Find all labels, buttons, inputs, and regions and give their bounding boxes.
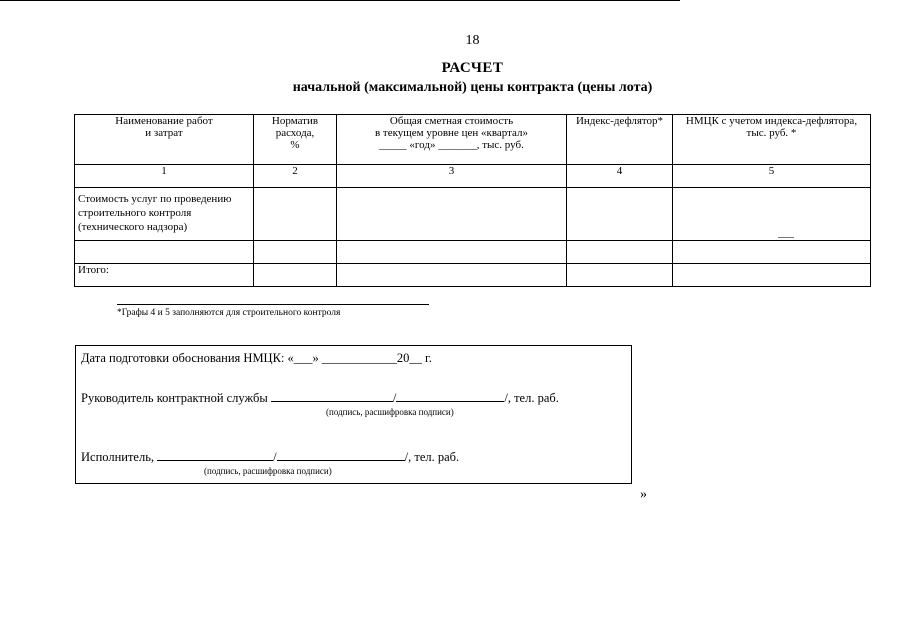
- manager-name-field[interactable]: [396, 389, 504, 402]
- closing-quote: »: [640, 487, 647, 502]
- page-subtitle: начальной (максимальной) цены контракта (цены лота): [292, 80, 653, 95]
- top-rule: [0, 0, 680, 1]
- table-cell: [337, 241, 567, 264]
- page-number: 18: [465, 33, 480, 48]
- header-cell-nmck: НМЦК с учетом индекса-дефлятора, тыс. руб. *: [673, 115, 871, 165]
- total-label-cell: Итого:: [75, 264, 254, 287]
- column-number: 1: [75, 165, 254, 188]
- table-row: [75, 241, 871, 264]
- signature-caption: (подпись, расшифровка подписи): [326, 407, 454, 417]
- table-row: [75, 188, 871, 241]
- footnote-rule: [117, 304, 429, 305]
- page-title: РАСЧЕТ: [441, 60, 504, 76]
- slash: /: [392, 391, 397, 405]
- column-number: 3: [337, 165, 567, 188]
- table-cell: [337, 188, 567, 241]
- manager-signature-field[interactable]: [271, 389, 393, 402]
- table-cell: [673, 188, 871, 241]
- table-cell: [567, 241, 673, 264]
- header-cell-cost: Общая сметная стоимость в текущем уровне цен «квартал» _____ «год» _______, тыс. руб.: [337, 115, 567, 165]
- calculation-table: [74, 114, 871, 287]
- executor-line: [81, 448, 459, 465]
- slash: /: [273, 450, 277, 464]
- tel-label: /, тел. раб.: [404, 450, 460, 464]
- header-cell-deflator: Индекс-дефлятор*: [567, 115, 673, 165]
- footnote: *Графы 4 и 5 заполняются для строительного контроля: [117, 308, 341, 318]
- table-cell: [673, 241, 871, 264]
- executor-name-field[interactable]: [277, 448, 405, 461]
- column-number: 2: [254, 165, 337, 188]
- table-cell: [254, 188, 337, 241]
- table-cell: [673, 264, 871, 287]
- table-cell: [337, 264, 567, 287]
- column-number: 4: [567, 165, 673, 188]
- header-cell-norm: Норматив расхода, %: [254, 115, 337, 165]
- table-header-row: [75, 115, 871, 165]
- preparation-date-line: Дата подготовки обоснования НМЦК: «___» ____________20__ г.: [81, 351, 432, 365]
- tel-label: /, тел. раб.: [504, 391, 559, 405]
- scan-mark: [778, 237, 794, 238]
- signature-box: [75, 345, 632, 484]
- row-name-cell: Стоимость услуг по проведению строительного контроля (технического надзора): [75, 188, 254, 241]
- header-cell-name: Наименование работ и затрат: [75, 115, 254, 165]
- column-number-row: [75, 165, 871, 188]
- table-row-total: [75, 264, 871, 287]
- table-cell: [567, 264, 673, 287]
- signature-caption: (подпись, расшифровка подписи): [204, 466, 332, 476]
- manager-label: Руководитель контрактной службы: [81, 391, 268, 405]
- table-cell: [75, 241, 254, 264]
- column-number: 5: [673, 165, 871, 188]
- executor-signature-field[interactable]: [157, 448, 273, 461]
- table-cell: [567, 188, 673, 241]
- table-cell: [254, 264, 337, 287]
- contract-service-head-line: [81, 389, 559, 406]
- executor-label: Исполнитель,: [81, 450, 155, 464]
- table-cell: [254, 241, 337, 264]
